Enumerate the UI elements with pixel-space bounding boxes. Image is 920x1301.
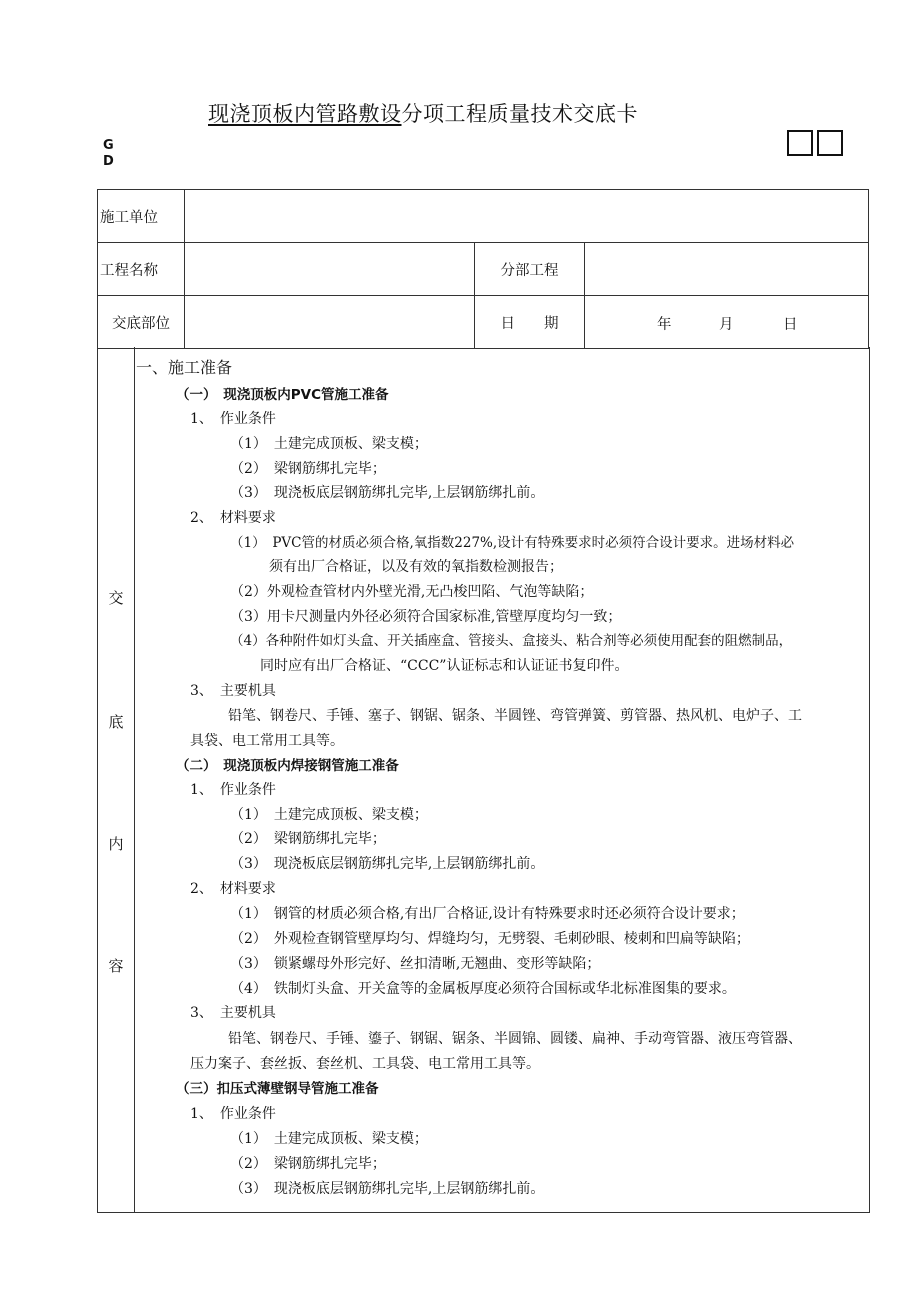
list-item: （3） 现浇板底层钢筋绑扎完毕,上层钢筋绑扎前。 bbox=[230, 856, 545, 872]
list-item: （3） 现浇板底层钢筋绑扎完毕,上层钢筋绑扎前。 bbox=[230, 485, 545, 501]
project-label: 工程名称 bbox=[98, 243, 185, 296]
project-value[interactable] bbox=[185, 243, 475, 296]
checkbox-pair bbox=[787, 130, 843, 156]
column-divider bbox=[134, 347, 135, 1212]
date-month: 月 bbox=[719, 317, 734, 333]
header-row-unit bbox=[98, 190, 869, 243]
title-underlined: 现浇顶板内管路敷设 bbox=[208, 102, 402, 126]
item-heading: 3、 主要机具 bbox=[190, 1005, 276, 1021]
side-label-4: 容 bbox=[108, 957, 124, 975]
content-area bbox=[97, 347, 870, 1213]
item-heading: 3、 主要机具 bbox=[190, 683, 276, 699]
subsection-heading: （三）扣压式薄壁钢导管施工准备 bbox=[176, 1081, 379, 1097]
paragraph-line: 铅笔、钢卷尺、手锤、塞子、钢锯、锯条、半圆锉、弯管弹簧、剪管器、热风机、电炉子、工 bbox=[228, 708, 802, 724]
paragraph-line: 铅笔、钢卷尺、手锤、鎏子、钢锯、锯条、半圆锦、圆镂、扁神、手动弯管器、液压弯管器、 bbox=[228, 1031, 802, 1047]
list-item: （2） 外观检查钢管壁厚均匀、焊缝均匀，无劈裂、毛刺砂眼、棱刺和凹扁等缺陷； bbox=[230, 931, 750, 947]
side-label-1: 交 bbox=[108, 589, 124, 607]
list-item: （1） 土建完成顶板、梁支模； bbox=[230, 1131, 428, 1147]
unit-value[interactable] bbox=[185, 190, 869, 243]
paragraph-line: 压力案子、套丝扳、套丝机、工具袋、电工常用工具等。 bbox=[190, 1056, 540, 1072]
list-item: （2） 梁钢筋绑扎完毕； bbox=[230, 461, 386, 477]
list-item-continued: 须有出厂合格证，以及有效的氧指数检测报告； bbox=[269, 559, 563, 575]
item-heading: 1、 作业条件 bbox=[190, 1106, 276, 1122]
date-label: 日 期 bbox=[475, 296, 585, 349]
doc-code-line2: D bbox=[103, 154, 114, 169]
subproject-value[interactable] bbox=[585, 243, 869, 296]
subsection-heading: （二） 现浇顶板内焊接钢管施工准备 bbox=[176, 758, 399, 774]
paragraph-line: 具袋、电工常用工具等。 bbox=[190, 733, 344, 749]
list-item: （2）外观检查管材内外壁光滑,无凸梭凹陷、气泡等缺陷； bbox=[230, 584, 594, 600]
date-day: 日 bbox=[783, 317, 798, 333]
subproject-label: 分部工程 bbox=[475, 243, 585, 296]
location-label: 交底部位 bbox=[98, 296, 185, 349]
date-value[interactable] bbox=[585, 296, 869, 349]
list-item: （1） 土建完成顶板、梁支模； bbox=[230, 436, 428, 452]
subsection-heading: （一） 现浇顶板内PVC管施工准备 bbox=[176, 387, 389, 403]
page-title bbox=[208, 98, 638, 128]
list-item: （3） 现浇板底层钢筋绑扎完毕,上层钢筋绑扎前。 bbox=[230, 1181, 545, 1197]
item-heading: 1、 作业条件 bbox=[190, 411, 276, 427]
doc-code bbox=[103, 138, 114, 170]
doc-code-line1: G bbox=[103, 138, 114, 153]
list-item: （3）用卡尺测量内外径必须符合国家标准,管壁厚度均匀一致； bbox=[230, 609, 622, 625]
header-row-location bbox=[98, 296, 869, 349]
empty-box-1 bbox=[787, 130, 813, 156]
list-item: （4） 铁制灯头盒、开关盒等的金属板厚度必须符合国标或华北标准图集的要求。 bbox=[230, 981, 736, 997]
title-rest: 分项工程质量技术交底卡 bbox=[401, 102, 638, 126]
header-table bbox=[97, 189, 869, 349]
header-row-project bbox=[98, 243, 869, 296]
empty-box-2 bbox=[817, 130, 843, 156]
item-heading: 2、 材料要求 bbox=[190, 881, 276, 897]
side-label-3: 内 bbox=[108, 835, 124, 853]
list-item: （3） 锁紧螺母外形完好、丝扣清晰,无翘曲、变形等缺陷； bbox=[230, 956, 601, 972]
date-year: 年 bbox=[657, 317, 672, 333]
side-label-2: 底 bbox=[108, 713, 124, 731]
list-item: （4）各种附件如灯头盒、开关插座盒、管接头、盒接头、粘合剂等必须使用配套的阻燃制品， bbox=[230, 633, 793, 649]
list-item: （1） PVC管的材质必须合格,氧指数227%,设计有特殊要求时必须符合设计要求。进场材料必 bbox=[230, 535, 795, 551]
unit-label: 施工单位 bbox=[98, 190, 185, 243]
section-heading: 一、施工准备 bbox=[136, 358, 233, 377]
item-heading: 2、 材料要求 bbox=[190, 510, 276, 526]
item-heading: 1、 作业条件 bbox=[190, 782, 276, 798]
list-item: （1） 钢管的材质必须合格,有出厂合格证,设计有特殊要求时还必须符合设计要求； bbox=[230, 906, 745, 922]
list-item: （1） 土建完成顶板、梁支模； bbox=[230, 807, 428, 823]
list-item: （2） 梁钢筋绑扎完毕； bbox=[230, 1156, 386, 1172]
list-item: （2） 梁钢筋绑扎完毕； bbox=[230, 831, 386, 847]
list-item-continued: 同时应有出厂合格证、“CCC”认证标志和认证证书复印件。 bbox=[260, 658, 629, 674]
location-value[interactable] bbox=[185, 296, 475, 349]
